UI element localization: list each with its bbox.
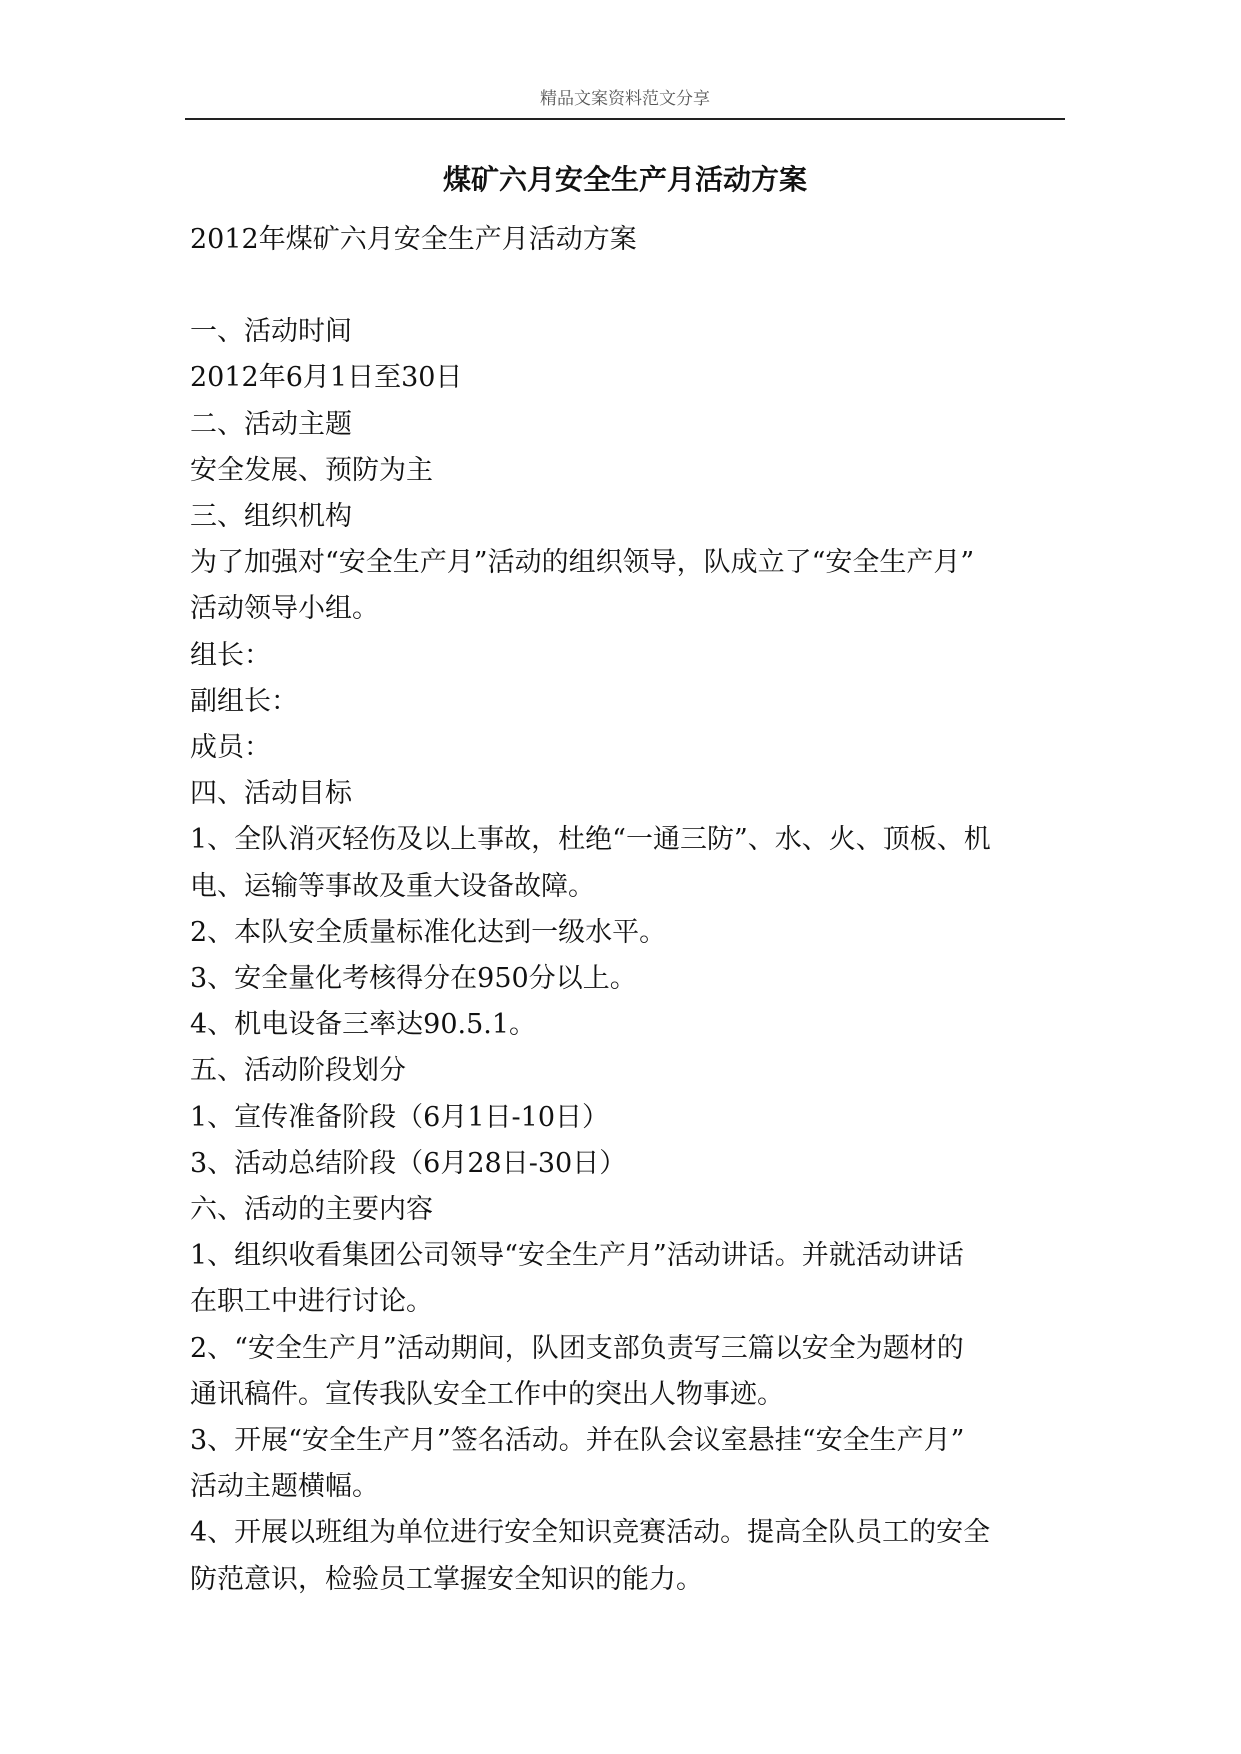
header-text: 精品文案资料范文分享 [540, 89, 710, 109]
document-body [190, 217, 1070, 1603]
section-heading-stages: 五、活动阶段划分 [190, 1055, 406, 1087]
section-heading-organization: 三、组织机构 [190, 501, 352, 533]
body-line: 活动领导小组。 [190, 593, 379, 625]
body-line: 3、开展“安全生产月”签名活动。并在队会议室悬挂“安全生产月” [190, 1425, 965, 1457]
body-line: 通讯稿件。宣传我队安全工作中的突出人物事迹。 [190, 1378, 784, 1410]
body-line: 4、开展以班组为单位进行安全知识竞赛活动。提高全队员工的安全 [190, 1517, 991, 1549]
body-line: 3、活动总结阶段（6月28日-30日） [190, 1147, 627, 1179]
body-line: 4、机电设备三率达90.5.1。 [190, 1009, 537, 1041]
body-line: 1、组织收看集团公司领导“安全生产月”活动讲话。并就活动讲话 [190, 1240, 964, 1272]
body-line: 安全发展、预防为主 [190, 454, 433, 486]
body-line: 1、宣传准备阶段（6月1日-10日） [190, 1101, 610, 1133]
body-line: 2、“安全生产月”活动期间，队团支部负责写三篇以安全为题材的 [190, 1332, 964, 1364]
body-line: 副组长： [190, 685, 298, 717]
section-heading-content: 六、活动的主要内容 [190, 1194, 433, 1226]
body-line: 活动主题横幅。 [190, 1471, 379, 1503]
body-line: 2012年6月1日至30日 [190, 362, 463, 394]
body-line: 1、全队消灭轻伤及以上事故，杜绝“一通三防”、水、火、顶板、机 [190, 824, 991, 856]
body-line: 为了加强对“安全生产月”活动的组织领导，队成立了“安全生产月” [190, 547, 975, 579]
body-line: 电、运输等事故及重大设备故障。 [190, 870, 595, 902]
body-line: 3、安全量化考核得分在950分以上。 [190, 963, 637, 995]
body-line: 组长： [190, 639, 271, 671]
body-line: 2、本队安全质量标准化达到一级水平。 [190, 916, 667, 948]
body-line: 成员： [190, 732, 271, 764]
body-line: 在职工中进行讨论。 [190, 1286, 433, 1318]
page-header [185, 88, 1065, 120]
subtitle-line: 2012年煤矿六月安全生产月活动方案 [190, 224, 637, 255]
body-line: 防范意识，检验员工掌握安全知识的能力。 [190, 1563, 703, 1595]
section-heading-theme: 二、活动主题 [190, 408, 352, 440]
section-heading-time: 一、活动时间 [190, 316, 352, 348]
document-title: 煤矿六月安全生产月活动方案 [442, 163, 807, 196]
section-heading-goals: 四、活动目标 [190, 778, 352, 810]
